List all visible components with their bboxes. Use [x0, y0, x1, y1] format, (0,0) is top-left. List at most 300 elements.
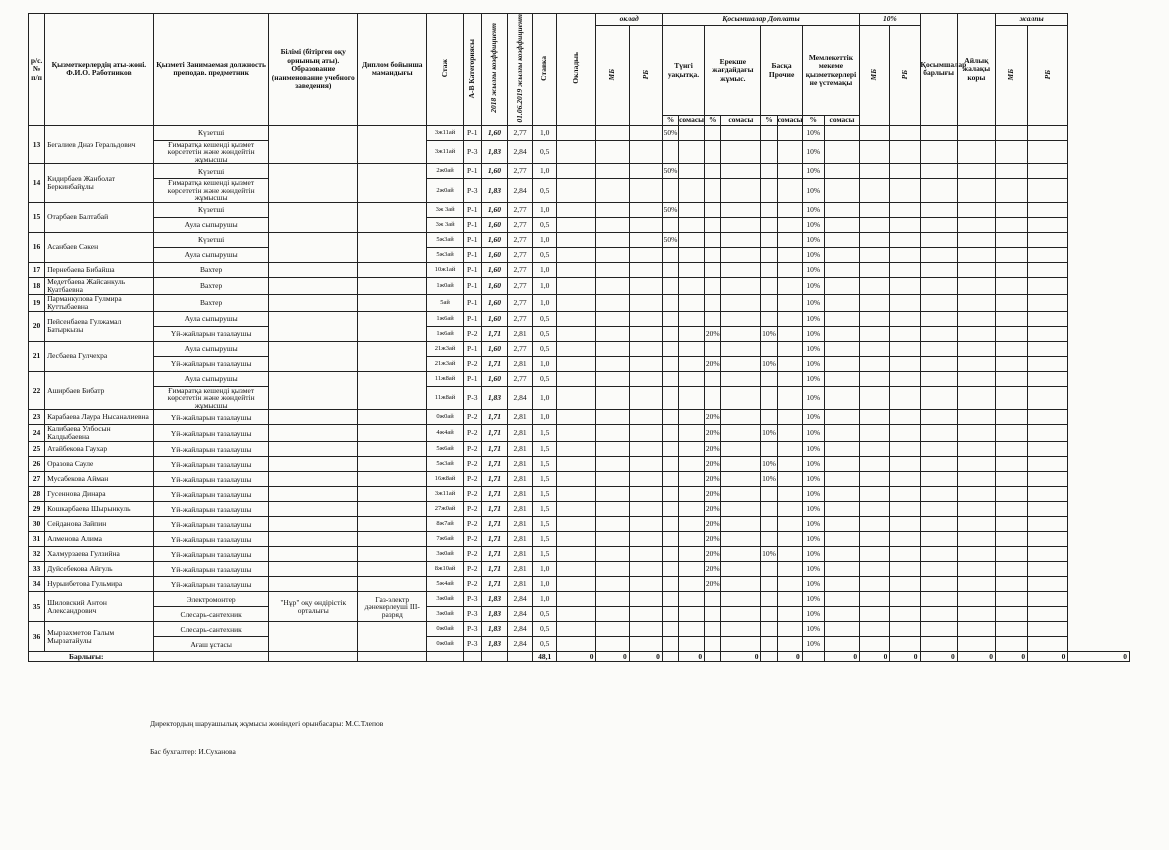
other-sum-cell — [777, 356, 802, 371]
position-cell: Үй-жайларын тазалаушы — [153, 517, 269, 532]
other-pct-cell — [761, 311, 777, 326]
night-sum-cell — [678, 179, 704, 203]
night-sum-cell — [678, 202, 704, 217]
stazh-cell: 5ж4ай — [427, 577, 463, 592]
night-pct-cell — [662, 502, 678, 517]
pct-label: % — [761, 116, 777, 126]
coef2019-cell: 2,81 — [507, 487, 532, 502]
addsum-cell — [920, 547, 957, 562]
addsum-cell — [920, 164, 957, 179]
special-pct-cell — [705, 140, 721, 164]
position-cell: Слесарь-сантехник — [153, 607, 269, 622]
education-cell — [269, 532, 358, 547]
category-cell: Р-2 — [463, 547, 481, 562]
rb10-cell — [890, 140, 920, 164]
special-pct-cell — [705, 164, 721, 179]
table-row — [29, 562, 1130, 577]
category-cell: Р-3 — [463, 607, 481, 622]
stavka-cell: 1,5 — [533, 487, 557, 502]
fund-cell — [957, 502, 995, 517]
category-cell: Р-2 — [463, 517, 481, 532]
col-mb2-header: МБ — [860, 26, 890, 126]
category-cell: Р-2 — [463, 425, 481, 442]
other-sum-cell — [777, 622, 802, 637]
civil-pct-cell: 10% — [802, 637, 824, 652]
oklad-cell — [557, 622, 596, 637]
stavka-cell: 1,0 — [533, 356, 557, 371]
position-cell: Күзетші — [153, 202, 269, 217]
other-pct-cell — [761, 577, 777, 592]
oklad-cell — [557, 125, 596, 140]
pct-label: % — [705, 116, 721, 126]
position-cell: Үй-жайларын тазалаушы — [153, 425, 269, 442]
diploma-cell — [358, 622, 427, 652]
fund-cell — [957, 607, 995, 622]
special-pct-cell — [705, 311, 721, 326]
diploma-cell — [358, 262, 427, 277]
addsum-cell — [920, 140, 957, 164]
other-sum-cell — [777, 502, 802, 517]
position-cell: Аула сыпырушы — [153, 341, 269, 356]
other-sum-cell — [777, 232, 802, 247]
mb10-cell — [860, 622, 890, 637]
diploma-cell — [358, 457, 427, 472]
mb-cell — [596, 607, 629, 622]
mb10-cell — [860, 517, 890, 532]
total-value-cell: 0 — [1068, 652, 1130, 662]
position-cell: Аула сыпырушы — [153, 311, 269, 326]
fund-cell — [957, 311, 995, 326]
table-row — [29, 517, 1130, 532]
category-cell: Р-3 — [463, 622, 481, 637]
night-sum-cell — [678, 311, 704, 326]
civil-pct-cell: 10% — [802, 442, 824, 457]
other-sum-cell — [777, 202, 802, 217]
mb-cell — [596, 294, 629, 311]
coef2018-cell: 1,71 — [481, 457, 507, 472]
total-stavka: 48,1 — [533, 652, 557, 662]
civil-pct-cell: 10% — [802, 311, 824, 326]
night-sum-cell — [678, 341, 704, 356]
night-sum-cell — [678, 232, 704, 247]
rb-total-cell — [1028, 326, 1068, 341]
rb-total-cell — [1028, 577, 1068, 592]
table-row — [29, 502, 1130, 517]
table-row — [29, 532, 1130, 547]
rb-cell — [629, 294, 662, 311]
oklad-cell — [557, 247, 596, 262]
civil-sum-cell — [824, 502, 859, 517]
total-empty-cell — [507, 652, 532, 662]
mb10-cell — [860, 202, 890, 217]
fund-cell — [957, 371, 995, 386]
rb-total-cell — [1028, 356, 1068, 371]
row-number: 13 — [29, 125, 45, 164]
col-addsum-header: Қосымшалар барлығы — [920, 14, 957, 126]
education-cell — [269, 262, 358, 277]
night-pct-cell — [662, 442, 678, 457]
col-mb3-header: МБ — [995, 26, 1027, 126]
stazh-cell: 21ж3ай — [427, 356, 463, 371]
rb10-cell — [890, 562, 920, 577]
special-sum-cell — [721, 442, 761, 457]
coef2019-cell: 2,81 — [507, 326, 532, 341]
civil-sum-cell — [824, 232, 859, 247]
mb-cell — [596, 247, 629, 262]
mb10-cell — [860, 356, 890, 371]
category-cell: Р-1 — [463, 164, 481, 179]
other-sum-cell — [777, 577, 802, 592]
rb-cell — [629, 247, 662, 262]
night-sum-cell — [678, 532, 704, 547]
coef2019-cell: 2,77 — [507, 277, 532, 294]
other-sum-cell — [777, 247, 802, 262]
diploma-cell — [358, 532, 427, 547]
row-number: 18 — [29, 277, 45, 294]
rb-total-cell — [1028, 472, 1068, 487]
employee-name: Кидирбаев Жанболат Беркинбайұлы — [45, 164, 154, 203]
rb-cell — [629, 140, 662, 164]
total-label: Барлығы: — [29, 652, 154, 662]
stazh-cell: 7ж6ай — [427, 532, 463, 547]
mb-total-cell — [995, 386, 1027, 410]
addsum-cell — [920, 326, 957, 341]
stavka-cell: 1,5 — [533, 425, 557, 442]
coef2018-cell: 1,83 — [481, 592, 507, 607]
night-pct-cell — [662, 262, 678, 277]
stazh-cell: 0ж0ай — [427, 410, 463, 425]
coef2019-cell: 2,81 — [507, 577, 532, 592]
mb-total-cell — [995, 532, 1027, 547]
night-pct-cell — [662, 532, 678, 547]
special-pct-cell — [705, 371, 721, 386]
oklad-cell — [557, 202, 596, 217]
special-sum-cell — [721, 262, 761, 277]
civil-pct-cell: 10% — [802, 425, 824, 442]
civil-pct-cell: 10% — [802, 622, 824, 637]
night-sum-cell — [678, 125, 704, 140]
special-sum-cell — [721, 179, 761, 203]
night-pct-cell — [662, 487, 678, 502]
civil-sum-cell — [824, 164, 859, 179]
mb10-cell — [860, 125, 890, 140]
employee-name: Асанбаев Сәкен — [45, 232, 154, 262]
coef2019-cell: 2,77 — [507, 232, 532, 247]
fund-cell — [957, 294, 995, 311]
mb-cell — [596, 517, 629, 532]
coef2018-cell: 1,71 — [481, 425, 507, 442]
diploma-cell — [358, 371, 427, 410]
special-pct-cell: 20% — [705, 326, 721, 341]
civil-pct-cell: 10% — [802, 386, 824, 410]
other-sum-cell — [777, 341, 802, 356]
coef2018-cell: 1,60 — [481, 164, 507, 179]
row-number: 32 — [29, 547, 45, 562]
special-pct-cell: 20% — [705, 442, 721, 457]
oklad-cell — [557, 356, 596, 371]
row-number: 28 — [29, 487, 45, 502]
civil-sum-cell — [824, 202, 859, 217]
night-pct-cell — [662, 577, 678, 592]
stavka-cell: 1,0 — [533, 294, 557, 311]
rb-cell — [629, 277, 662, 294]
row-number: 25 — [29, 442, 45, 457]
civil-pct-cell: 10% — [802, 356, 824, 371]
night-pct-cell — [662, 326, 678, 341]
fund-cell — [957, 410, 995, 425]
category-cell: Р-1 — [463, 371, 481, 386]
group-dopolnitelnye: Қосымшалар Доплаты — [662, 14, 859, 26]
coef2018-cell: 1,60 — [481, 277, 507, 294]
stavka-cell: 0,5 — [533, 179, 557, 203]
diploma-cell — [358, 487, 427, 502]
addsum-cell — [920, 532, 957, 547]
stavka-cell: 1,5 — [533, 472, 557, 487]
coef2018-cell: 1,60 — [481, 217, 507, 232]
addsum-cell — [920, 607, 957, 622]
special-pct-cell — [705, 637, 721, 652]
addsum-cell — [920, 232, 957, 247]
rb-cell — [629, 532, 662, 547]
mb10-cell — [860, 217, 890, 232]
category-cell: Р-3 — [463, 592, 481, 607]
employee-name: Дуйсебекова Айгуль — [45, 562, 154, 577]
mb-cell — [596, 140, 629, 164]
mb10-cell — [860, 262, 890, 277]
special-sum-cell — [721, 622, 761, 637]
mb-total-cell — [995, 371, 1027, 386]
other-sum-cell — [777, 532, 802, 547]
mb-total-cell — [995, 202, 1027, 217]
employee-name: Атайбекова Гаухар — [45, 442, 154, 457]
mb-total-cell — [995, 592, 1027, 607]
mb-cell — [596, 562, 629, 577]
rb-cell — [629, 341, 662, 356]
rb-total-cell — [1028, 140, 1068, 164]
coef2019-cell: 2,77 — [507, 164, 532, 179]
table-header — [29, 14, 1130, 126]
oklad-cell — [557, 562, 596, 577]
stazh-cell: 5ж3ай — [427, 232, 463, 247]
civil-sum-cell — [824, 592, 859, 607]
coef2019-cell: 2,81 — [507, 502, 532, 517]
total-value-cell: 0 — [629, 652, 662, 662]
night-pct-cell: 50% — [662, 164, 678, 179]
table-row — [29, 202, 1130, 217]
mb-cell — [596, 637, 629, 652]
other-sum-cell — [777, 517, 802, 532]
night-sum-cell — [678, 371, 704, 386]
mb10-cell — [860, 247, 890, 262]
other-pct-cell — [761, 607, 777, 622]
fund-cell — [957, 356, 995, 371]
special-pct-cell: 20% — [705, 425, 721, 442]
table-row — [29, 326, 1130, 341]
oklad-cell — [557, 577, 596, 592]
mb-total-cell — [995, 164, 1027, 179]
addsum-cell — [920, 277, 957, 294]
education-cell — [269, 311, 358, 341]
coef2019-cell: 2,81 — [507, 532, 532, 547]
stazh-cell: 3ж11ай — [427, 487, 463, 502]
other-pct-cell — [761, 164, 777, 179]
row-number: 20 — [29, 311, 45, 341]
fund-cell — [957, 577, 995, 592]
other-pct-cell: 10% — [761, 472, 777, 487]
special-sum-cell — [721, 356, 761, 371]
accountant-signature-line: Бас бухгалтер: И.Суханова — [150, 747, 236, 756]
night-pct-cell — [662, 140, 678, 164]
night-pct-cell — [662, 592, 678, 607]
category-cell: Р-2 — [463, 487, 481, 502]
rb-cell — [629, 311, 662, 326]
col-position-header: Қызметі Занимаемая должность преподав. предметник — [153, 14, 269, 126]
mb-total-cell — [995, 125, 1027, 140]
coef2019-cell: 2,77 — [507, 247, 532, 262]
other-pct-cell: 10% — [761, 547, 777, 562]
fund-cell — [957, 326, 995, 341]
coef2018-cell: 1,83 — [481, 637, 507, 652]
civil-sum-cell — [824, 410, 859, 425]
civil-sum-cell — [824, 472, 859, 487]
education-cell — [269, 442, 358, 457]
coef2018-cell: 1,83 — [481, 386, 507, 410]
mb-cell — [596, 202, 629, 217]
total-value-cell: 0 — [860, 652, 890, 662]
category-cell: Р-2 — [463, 457, 481, 472]
night-pct-cell — [662, 371, 678, 386]
employee-name: Калибаева Улбосын Калдыбаевна — [45, 425, 154, 442]
special-sum-cell — [721, 247, 761, 262]
employee-name: Отарбаев Балтабай — [45, 202, 154, 232]
row-number: 23 — [29, 410, 45, 425]
oklad-cell — [557, 547, 596, 562]
coef2018-cell: 1,71 — [481, 326, 507, 341]
civil-sum-cell — [824, 547, 859, 562]
category-cell: Р-3 — [463, 179, 481, 203]
special-sum-cell — [721, 457, 761, 472]
stavka-cell: 1,0 — [533, 202, 557, 217]
mb-total-cell — [995, 179, 1027, 203]
oklad-cell — [557, 217, 596, 232]
night-sum-cell — [678, 502, 704, 517]
civil-sum-cell — [824, 140, 859, 164]
night-sum-cell — [678, 472, 704, 487]
employee-name: Мусабекова Айман — [45, 472, 154, 487]
addsum-cell — [920, 410, 957, 425]
fund-cell — [957, 247, 995, 262]
mb-total-cell — [995, 326, 1027, 341]
education-cell — [269, 294, 358, 311]
other-sum-cell — [777, 410, 802, 425]
rb-cell — [629, 607, 662, 622]
position-cell: Слесарь-сантехник — [153, 622, 269, 637]
night-sum-cell — [678, 140, 704, 164]
mb-total-cell — [995, 637, 1027, 652]
table-row — [29, 217, 1130, 232]
mb-total-cell — [995, 140, 1027, 164]
table-row — [29, 547, 1130, 562]
col-fund-header: Айлық жалақы коры — [957, 14, 995, 126]
rb-cell — [629, 637, 662, 652]
other-pct-cell — [761, 410, 777, 425]
rb-cell — [629, 622, 662, 637]
civil-sum-cell — [824, 179, 859, 203]
special-sum-cell — [721, 125, 761, 140]
category-cell: Р-1 — [463, 341, 481, 356]
employee-name: Нурыибетова Гульмира — [45, 577, 154, 592]
oklad-cell — [557, 179, 596, 203]
addsum-cell — [920, 487, 957, 502]
table-row — [29, 472, 1130, 487]
oklad-cell — [557, 140, 596, 164]
diploma-cell — [358, 547, 427, 562]
pct-label: % — [662, 116, 678, 126]
special-pct-cell — [705, 217, 721, 232]
rb-cell — [629, 487, 662, 502]
fund-cell — [957, 179, 995, 203]
table-row — [29, 637, 1130, 652]
night-pct-cell — [662, 637, 678, 652]
position-cell: Вахтер — [153, 277, 269, 294]
table-row — [29, 247, 1130, 262]
night-sum-cell — [678, 607, 704, 622]
civil-sum-cell — [824, 262, 859, 277]
total-empty-cell — [153, 652, 269, 662]
position-cell: Ағаш ұстасы — [153, 637, 269, 652]
other-pct-cell: 10% — [761, 425, 777, 442]
mb10-cell — [860, 532, 890, 547]
oklad-cell — [557, 607, 596, 622]
rb-cell — [629, 517, 662, 532]
special-pct-cell — [705, 262, 721, 277]
total-row — [29, 652, 1130, 662]
other-pct-cell — [761, 277, 777, 294]
rb-cell — [629, 592, 662, 607]
coef2018-cell: 1,71 — [481, 517, 507, 532]
mb-total-cell — [995, 517, 1027, 532]
coef2018-cell: 1,60 — [481, 125, 507, 140]
coef2019-cell: 2,77 — [507, 125, 532, 140]
stavka-cell: 0,5 — [533, 607, 557, 622]
other-pct-cell — [761, 125, 777, 140]
addsum-cell — [920, 592, 957, 607]
row-number: 17 — [29, 262, 45, 277]
special-sum-cell — [721, 637, 761, 652]
night-sum-cell — [678, 356, 704, 371]
rb-cell — [629, 577, 662, 592]
night-sum-cell — [678, 326, 704, 341]
rb10-cell — [890, 326, 920, 341]
coef2019-cell: 2,77 — [507, 262, 532, 277]
rb-total-cell — [1028, 371, 1068, 386]
col-mb-header: МБ — [596, 26, 629, 126]
special-sum-cell — [721, 425, 761, 442]
civil-pct-cell: 10% — [802, 202, 824, 217]
stavka-cell: 1,0 — [533, 562, 557, 577]
diploma-cell — [358, 562, 427, 577]
position-cell: Үй-жайларын тазалаушы — [153, 326, 269, 341]
table-row — [29, 277, 1130, 294]
mb10-cell — [860, 179, 890, 203]
category-cell: Р-1 — [463, 294, 481, 311]
stazh-cell: 2ж0ай — [427, 179, 463, 203]
mb-cell — [596, 232, 629, 247]
position-cell: Күзетші — [153, 164, 269, 179]
civil-pct-cell: 10% — [802, 517, 824, 532]
special-sum-cell — [721, 547, 761, 562]
mb-cell — [596, 371, 629, 386]
